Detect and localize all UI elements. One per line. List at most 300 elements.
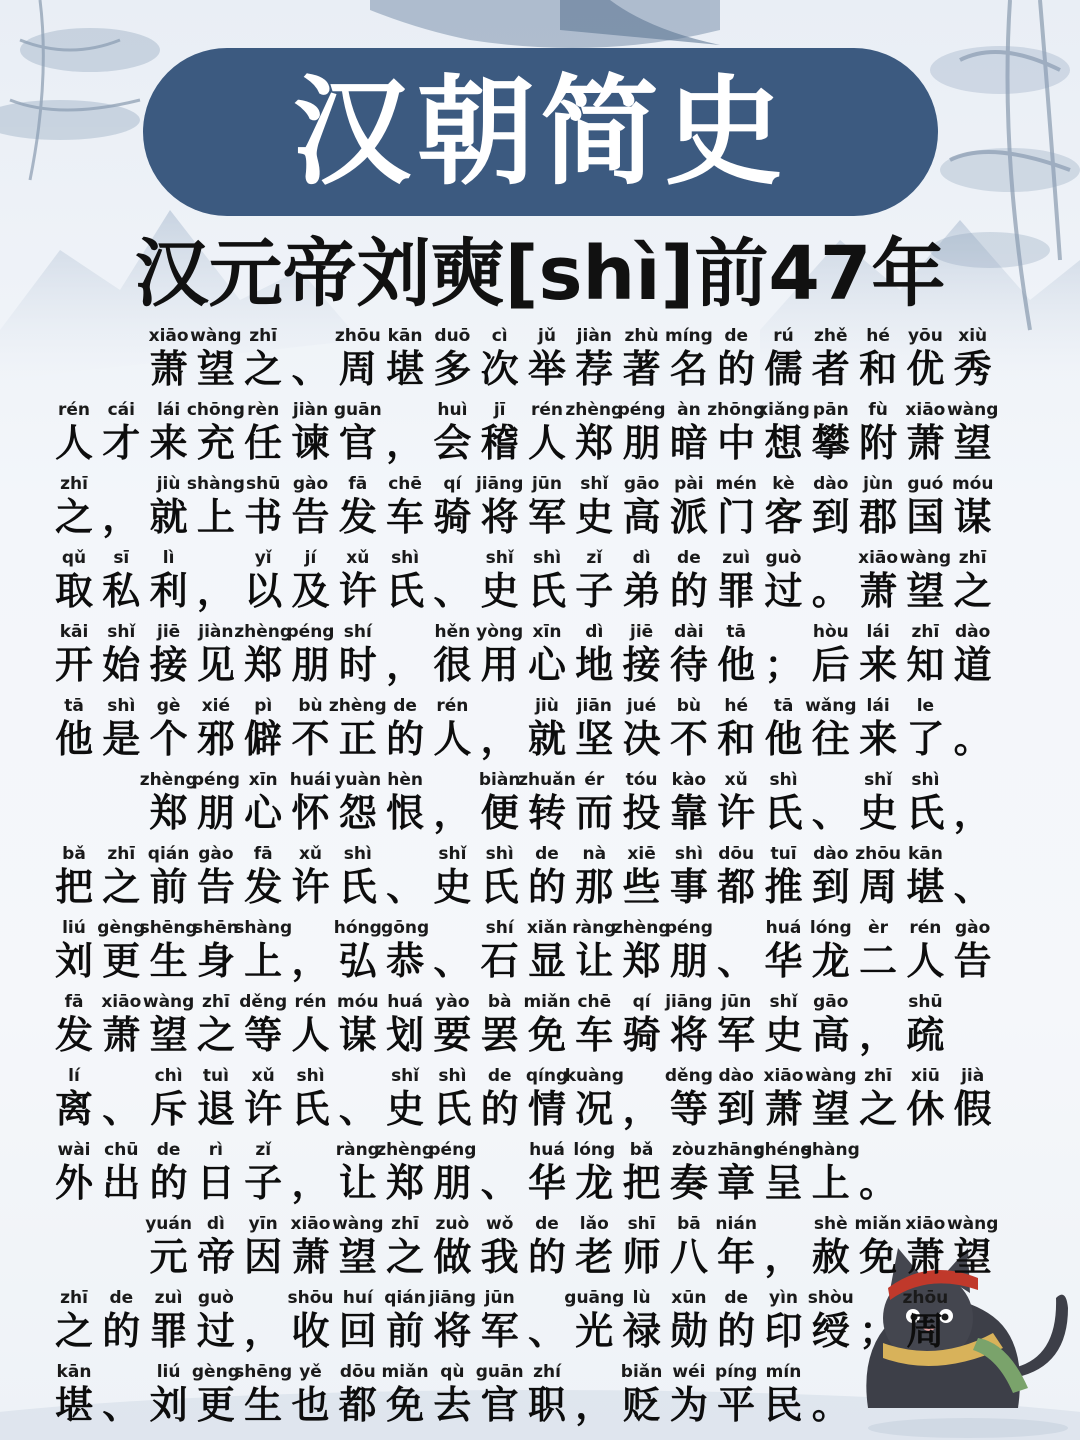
- hanzi: 稽: [480, 421, 519, 465]
- pinyin: jiān: [576, 696, 612, 716]
- hanzi: 许: [717, 791, 756, 835]
- hanzi: 氏: [906, 791, 945, 835]
- hanzi: 离: [54, 1087, 93, 1131]
- hanzi: 之: [102, 865, 141, 909]
- hanzi: 民: [764, 1383, 803, 1427]
- hanzi: 史: [433, 865, 472, 909]
- hanzi: 萧: [291, 1235, 330, 1279]
- hanzi: 就: [149, 495, 188, 539]
- hanzi: 氏: [527, 569, 566, 613]
- pinyin: shàng: [234, 918, 293, 938]
- hanzi: 了: [906, 717, 945, 761]
- character-cell: [564, 1066, 624, 1140]
- pinyin: shì: [296, 1066, 325, 1086]
- pinyin: qí: [632, 992, 651, 1012]
- pinyin: lì: [162, 548, 175, 568]
- hanzi: ，: [480, 717, 519, 761]
- hanzi: 发: [338, 495, 377, 539]
- pinyin: zhōu: [334, 326, 381, 346]
- hanzi: 过: [764, 569, 803, 613]
- pinyin: zhuǎn: [518, 770, 576, 790]
- character-cell: [381, 548, 429, 622]
- pinyin: qù: [440, 1362, 465, 1382]
- hanzi: 望: [811, 1087, 850, 1131]
- hanzi: 更: [102, 939, 141, 983]
- pinyin: zuò: [435, 1214, 470, 1234]
- pinyin: dào: [955, 622, 991, 642]
- pinyin: xǔ: [724, 770, 748, 790]
- pinyin: bù: [298, 696, 323, 716]
- character-cell: [854, 1140, 902, 1214]
- pinyin: shēng: [139, 918, 198, 938]
- pinyin: shǐ: [107, 622, 136, 642]
- pinyin: lǎo: [579, 1214, 609, 1234]
- pinyin: jǔ: [538, 326, 556, 346]
- pinyin: xǔ: [346, 548, 370, 568]
- pinyin: míng: [664, 326, 713, 346]
- hanzi: 、: [953, 865, 992, 909]
- pinyin: miǎn: [523, 992, 571, 1012]
- pinyin: yǐ: [254, 548, 272, 568]
- character-cell: [807, 1288, 855, 1362]
- hanzi: ，: [244, 1309, 283, 1353]
- hanzi: 坚: [575, 717, 614, 761]
- hanzi: 斥: [149, 1087, 188, 1131]
- pinyin: shì: [485, 844, 514, 864]
- hanzi: 、: [480, 1161, 519, 1205]
- hanzi: 中: [717, 421, 756, 465]
- hanzi: 朋: [433, 1161, 472, 1205]
- hanzi: 萧: [906, 421, 945, 465]
- hanzi: 车: [575, 1013, 614, 1057]
- hanzi: 来: [859, 717, 898, 761]
- pinyin: gāo: [813, 992, 849, 1012]
- hanzi: ，: [291, 1161, 330, 1205]
- pinyin: tā: [64, 696, 84, 716]
- pinyin: kān: [387, 326, 423, 346]
- hanzi: 军: [480, 1309, 519, 1353]
- pinyin: xiāo: [905, 400, 946, 420]
- pinyin: shōu: [287, 1288, 334, 1308]
- hanzi: 免: [859, 1235, 898, 1279]
- hanzi: 郑: [149, 791, 188, 835]
- hanzi: 心: [527, 643, 566, 687]
- hanzi: 之: [196, 1013, 235, 1057]
- character-cell: [334, 844, 382, 918]
- pinyin: děng: [239, 992, 288, 1012]
- hanzi: 到: [811, 495, 850, 539]
- pinyin: shì: [343, 844, 372, 864]
- hanzi: 接: [149, 643, 188, 687]
- pinyin: xīn: [248, 770, 278, 790]
- hanzi: 的: [102, 1309, 141, 1353]
- pinyin: yě: [299, 1362, 322, 1382]
- pinyin: shǐ: [864, 770, 893, 790]
- pinyin: huái: [289, 770, 332, 790]
- hanzi: 郑: [622, 939, 661, 983]
- hanzi: 元: [149, 1235, 188, 1279]
- pinyin: zhī: [60, 1288, 88, 1308]
- hanzi: 事: [669, 865, 708, 909]
- hanzi: 决: [622, 717, 661, 761]
- pinyin: shēn: [192, 918, 239, 938]
- hanzi: 年: [717, 1235, 756, 1279]
- text-line: [0, 1288, 1080, 1362]
- hanzi: 。: [953, 717, 992, 761]
- hanzi: 才: [102, 421, 141, 465]
- pinyin: rèn: [247, 400, 280, 420]
- pinyin: kè: [772, 474, 795, 494]
- pinyin: lù: [632, 1288, 651, 1308]
- pinyin: shū: [908, 992, 943, 1012]
- pinyin: lóng: [809, 918, 852, 938]
- pinyin: lái: [157, 400, 181, 420]
- hanzi: 老: [575, 1235, 614, 1279]
- character-cell: [234, 918, 293, 992]
- hanzi: 萧: [906, 1235, 945, 1279]
- hanzi: ，: [575, 1383, 614, 1427]
- pinyin: bǎ: [62, 844, 86, 864]
- character-cell: [50, 474, 98, 548]
- hanzi: 些: [622, 865, 661, 909]
- character-cell: [50, 1066, 98, 1140]
- hanzi: 堪: [386, 347, 425, 391]
- hanzi: 官: [480, 1383, 519, 1427]
- hanzi: 萧: [859, 569, 898, 613]
- pinyin: shàng: [186, 474, 245, 494]
- pinyin: sī: [113, 548, 130, 568]
- hanzi: 推: [764, 865, 803, 909]
- hanzi: 罪: [149, 1309, 188, 1353]
- pinyin: yìn: [768, 1288, 798, 1308]
- pinyin: bǎ: [629, 1140, 654, 1160]
- character-cell: [901, 992, 949, 1066]
- pinyin: wài: [57, 1140, 91, 1160]
- pinyin: guò: [765, 548, 802, 568]
- pinyin: xiāo: [290, 1214, 331, 1234]
- hanzi: ，: [291, 939, 330, 983]
- hanzi: 罪: [717, 569, 756, 613]
- hanzi: 朋: [622, 421, 661, 465]
- pinyin: de: [487, 1066, 512, 1086]
- hanzi: 史: [480, 569, 519, 613]
- page-title: 汉朝简史: [292, 63, 789, 201]
- pinyin: péng: [286, 622, 335, 642]
- hanzi: 地: [575, 643, 614, 687]
- text-line: [0, 474, 1080, 548]
- pinyin: hé: [866, 326, 890, 346]
- character-cell: [949, 1066, 997, 1140]
- pinyin: fù: [868, 400, 888, 420]
- hanzi: 很: [433, 643, 472, 687]
- pinyin: kào: [671, 770, 707, 790]
- character-cell: [901, 1288, 949, 1362]
- hanzi: 以: [244, 569, 283, 613]
- pinyin: guó: [907, 474, 944, 494]
- hanzi: 他: [764, 717, 803, 761]
- pinyin: xiāo: [763, 1066, 804, 1086]
- pinyin: mén: [715, 474, 757, 494]
- pinyin: yào: [435, 992, 470, 1012]
- pinyin: bù: [676, 696, 702, 716]
- pinyin: gào: [198, 844, 234, 864]
- pinyin: bà: [487, 992, 512, 1012]
- pinyin: gèng: [97, 918, 146, 938]
- pinyin: shū: [246, 474, 281, 494]
- hanzi: 章: [717, 1161, 756, 1205]
- pinyin: shǐ: [485, 548, 514, 568]
- hanzi: 个: [149, 717, 188, 761]
- hanzi: 周: [859, 865, 898, 909]
- hanzi: 想: [764, 421, 803, 465]
- hanzi: 八: [669, 1235, 708, 1279]
- pinyin: rén: [57, 400, 91, 420]
- pinyin: jí: [304, 548, 317, 568]
- text-line: [0, 1066, 1080, 1140]
- hanzi: 次: [480, 347, 519, 391]
- pinyin: nà: [582, 844, 607, 864]
- pinyin: wàng: [142, 992, 195, 1012]
- pinyin: qián: [147, 844, 190, 864]
- character-cell: [50, 1362, 98, 1436]
- character-cell: [192, 1288, 240, 1362]
- hanzi: 刘: [149, 1383, 188, 1427]
- pinyin: tuī: [770, 844, 797, 864]
- pinyin: yuàn: [334, 770, 382, 790]
- hanzi: 石: [480, 939, 519, 983]
- hanzi: 名: [669, 347, 708, 391]
- pinyin: zhù: [624, 326, 659, 346]
- hanzi: 弟: [622, 569, 661, 613]
- hanzi: 帝: [196, 1235, 235, 1279]
- hanzi: 华: [764, 939, 803, 983]
- pinyin: huá: [529, 1140, 565, 1160]
- hanzi: 往: [811, 717, 850, 761]
- pinyin: miǎn: [381, 1362, 429, 1382]
- hanzi: 秀: [953, 347, 992, 391]
- hanzi: 更: [196, 1383, 235, 1427]
- hanzi: 儒: [764, 347, 803, 391]
- pinyin: shì: [391, 548, 420, 568]
- hanzi: 的: [717, 347, 756, 391]
- hanzi: 龙: [811, 939, 850, 983]
- pinyin: xiǎng: [757, 400, 810, 420]
- pinyin: èr: [868, 918, 889, 938]
- character-cell: [760, 1362, 808, 1436]
- hanzi: 萧: [102, 1013, 141, 1057]
- hanzi: ；: [859, 1309, 898, 1353]
- hanzi: 人: [291, 1013, 330, 1057]
- pinyin: jiē: [157, 622, 181, 642]
- pinyin: de: [724, 1288, 749, 1308]
- hanzi: 许: [338, 569, 377, 613]
- hanzi: 及: [291, 569, 330, 613]
- pinyin: rén: [436, 696, 469, 716]
- pinyin: xiē: [627, 844, 656, 864]
- hanzi: 攀: [811, 421, 850, 465]
- hanzi: 朋: [669, 939, 708, 983]
- hanzi: 去: [433, 1383, 472, 1427]
- hanzi: 外: [54, 1161, 93, 1205]
- pinyin: shì: [438, 1066, 467, 1086]
- character-cell: [949, 918, 997, 992]
- pinyin: móu: [951, 474, 994, 494]
- text-line: [0, 992, 1080, 1066]
- pinyin: xiāo: [101, 992, 142, 1012]
- pinyin: zǐ: [255, 1140, 272, 1160]
- pinyin: shǐ: [391, 1066, 420, 1086]
- pinyin: xǔ: [251, 1066, 275, 1086]
- character-cell: [523, 1362, 571, 1436]
- pinyin: wàng: [899, 548, 952, 568]
- character-cell: [428, 696, 476, 770]
- pinyin: de: [393, 696, 417, 716]
- hanzi: 二: [859, 939, 898, 983]
- character-cell: [381, 918, 429, 992]
- pinyin: zhī: [201, 992, 230, 1012]
- character-cell: [949, 696, 997, 770]
- hanzi: 人: [527, 421, 566, 465]
- pinyin: jué: [626, 696, 657, 716]
- character-cell: [145, 548, 193, 622]
- pinyin: fā: [348, 474, 368, 494]
- hanzi: 告: [291, 495, 330, 539]
- hanzi: 他: [54, 717, 93, 761]
- hanzi: 就: [527, 717, 566, 761]
- hanzi: 到: [717, 1087, 756, 1131]
- character-cell: [428, 1140, 476, 1214]
- hanzi: 书: [244, 495, 283, 539]
- hanzi: 军: [527, 495, 566, 539]
- pinyin: jiàn: [198, 622, 234, 642]
- pinyin: de: [535, 844, 559, 864]
- hanzi: 等: [669, 1087, 708, 1131]
- pinyin: zhèng: [376, 1140, 434, 1160]
- hanzi: 僻: [244, 717, 283, 761]
- pinyin: hòu: [812, 622, 849, 642]
- character-cell: [949, 770, 997, 844]
- pinyin: tā: [726, 622, 746, 642]
- hanzi: 暗: [669, 421, 708, 465]
- pinyin: jiāng: [475, 474, 524, 494]
- hanzi: 堪: [906, 865, 945, 909]
- pinyin: xiǎn: [526, 918, 568, 938]
- hanzi: 邪: [196, 717, 235, 761]
- hanzi: 的: [149, 1161, 188, 1205]
- text-line: [0, 918, 1080, 992]
- hanzi: 望: [953, 421, 992, 465]
- pinyin: de: [156, 1140, 181, 1160]
- hanzi: 氏: [764, 791, 803, 835]
- pinyin: guò: [197, 1288, 234, 1308]
- pinyin: hóng: [333, 918, 382, 938]
- pinyin: zhě: [814, 326, 848, 346]
- text-line: [0, 1362, 1080, 1436]
- hanzi: 萧: [149, 347, 188, 391]
- hanzi: 龙: [575, 1161, 614, 1205]
- pinyin: huá: [765, 918, 802, 938]
- hanzi: 之: [244, 347, 283, 391]
- hanzi: 、: [717, 939, 756, 983]
- text-line: [0, 1214, 1080, 1288]
- hanzi: 史: [859, 791, 898, 835]
- hanzi: 恨: [386, 791, 425, 835]
- character-cell: [901, 696, 949, 770]
- pinyin: rén: [909, 918, 942, 938]
- pinyin: jiē: [630, 622, 654, 642]
- hanzi: 堪: [54, 1383, 93, 1427]
- hanzi: ，: [859, 1013, 898, 1057]
- pinyin: dì: [206, 1214, 225, 1234]
- pinyin: xié: [201, 696, 231, 716]
- character-cell: [807, 992, 855, 1066]
- hanzi: 史: [575, 495, 614, 539]
- pinyin: wàng: [805, 1066, 857, 1086]
- hanzi: 师: [622, 1235, 661, 1279]
- character-cell: [712, 1214, 760, 1288]
- character-cell: [712, 622, 760, 696]
- hanzi: 投: [622, 791, 661, 835]
- pinyin: chì: [154, 1066, 183, 1086]
- hanzi: 呈: [764, 1161, 803, 1205]
- pinyin: zhōu: [855, 844, 901, 864]
- hanzi: 他: [717, 643, 756, 687]
- hanzi: 靠: [669, 791, 708, 835]
- pinyin: zhèng: [234, 622, 293, 642]
- pinyin: shàng: [801, 1140, 860, 1160]
- hanzi: 回: [338, 1309, 377, 1353]
- hanzi: 身: [196, 939, 235, 983]
- pinyin: jūn: [484, 1288, 515, 1308]
- hanzi: 客: [764, 495, 803, 539]
- hanzi: 的: [717, 1309, 756, 1353]
- hanzi: 等: [244, 1013, 283, 1057]
- pinyin: gāo: [623, 474, 660, 494]
- hanzi: 怀: [291, 791, 330, 835]
- hanzi: 显: [527, 939, 566, 983]
- hanzi: 官: [338, 421, 377, 465]
- hanzi: 车: [386, 495, 425, 539]
- hanzi: 的: [527, 865, 566, 909]
- pinyin: shì: [769, 770, 798, 790]
- hanzi: 周: [338, 347, 377, 391]
- pinyin: fā: [253, 844, 273, 864]
- hanzi: 刘: [54, 939, 93, 983]
- character-cell: [239, 1140, 287, 1214]
- pinyin: tā: [773, 696, 794, 716]
- hanzi: 华: [527, 1161, 566, 1205]
- character-cell: [476, 1288, 524, 1362]
- pinyin: shēng: [234, 1362, 293, 1382]
- pinyin: wǎng: [805, 696, 857, 716]
- pinyin: hěn: [434, 622, 471, 642]
- hanzi: 望: [338, 1235, 377, 1279]
- pinyin: rì: [208, 1140, 223, 1160]
- hanzi: ，: [102, 495, 141, 539]
- hanzi: 郡: [859, 495, 898, 539]
- pinyin: xǔ: [298, 844, 323, 864]
- hanzi: 免: [386, 1383, 425, 1427]
- pinyin: guān: [333, 400, 382, 420]
- hanzi: 出: [102, 1161, 141, 1205]
- hanzi: 骑: [622, 1013, 661, 1057]
- hanzi: 许: [244, 1087, 283, 1131]
- hanzi: ，: [764, 1235, 803, 1279]
- hanzi: 者: [811, 347, 850, 391]
- hanzi: 道: [953, 643, 992, 687]
- hanzi: 优: [906, 347, 945, 391]
- hanzi: 生: [244, 1383, 283, 1427]
